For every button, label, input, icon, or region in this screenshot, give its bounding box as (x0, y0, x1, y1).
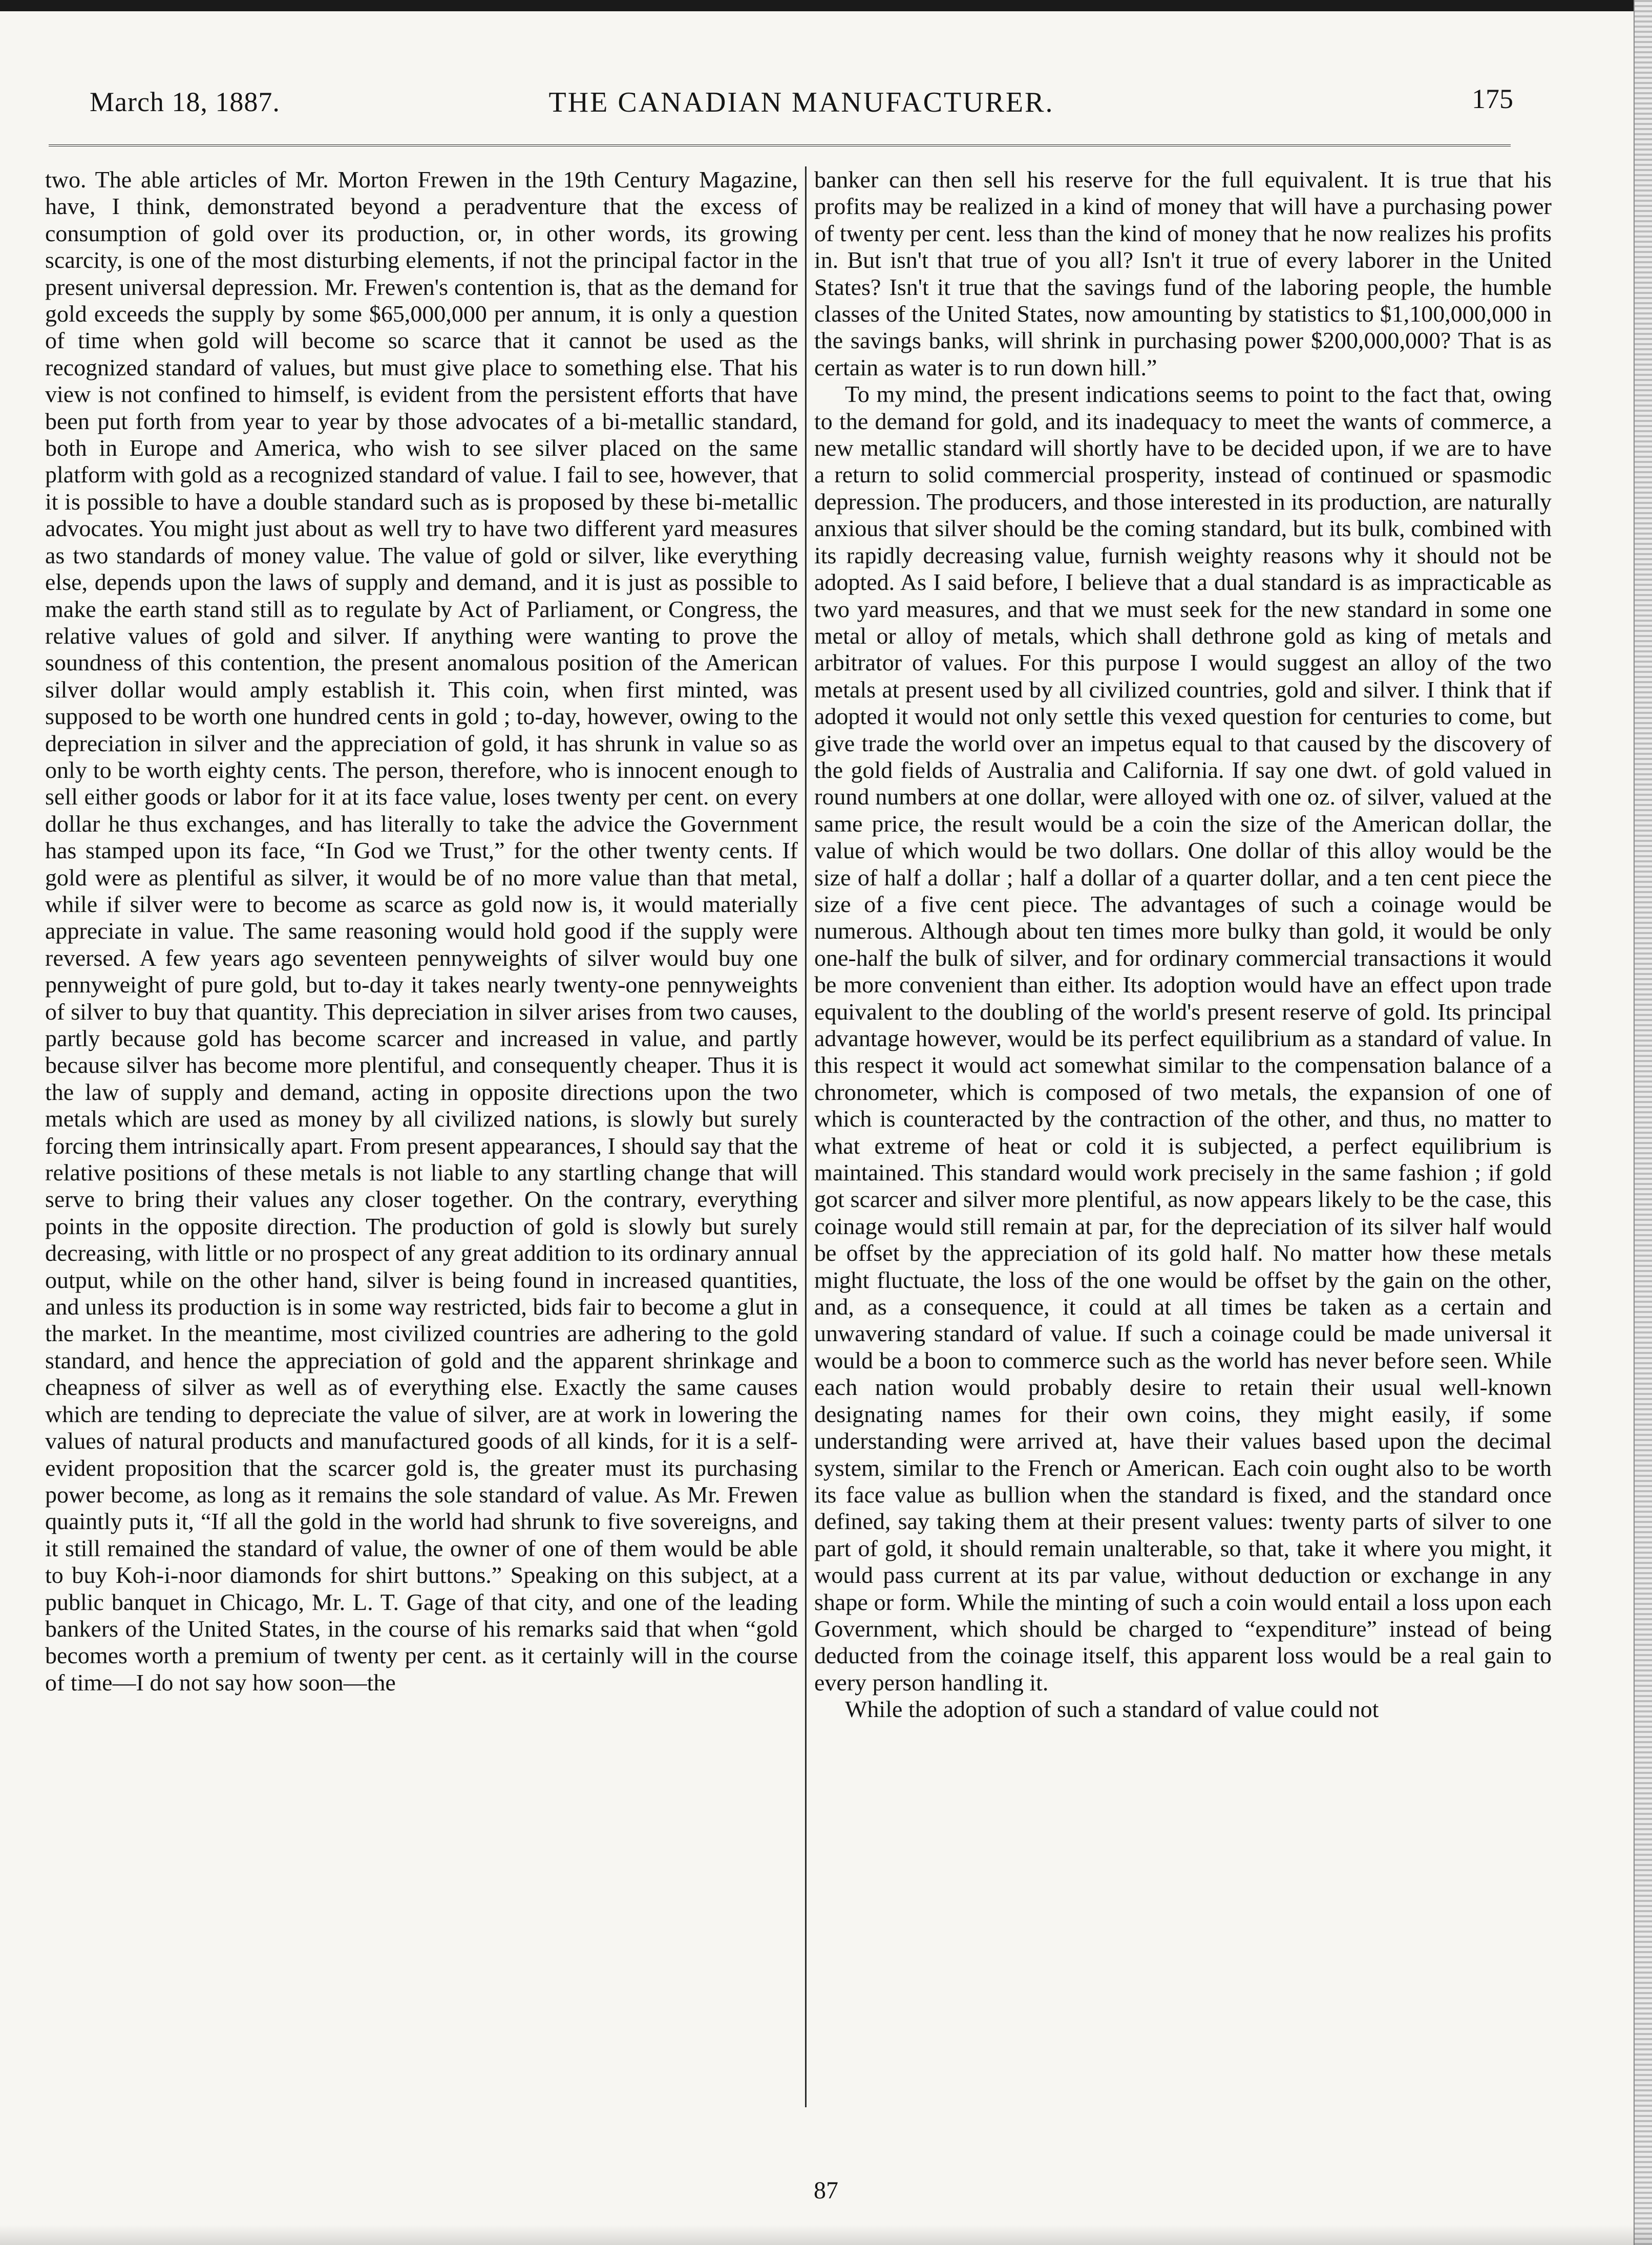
column-divider (805, 166, 807, 2107)
binding-edge (1634, 0, 1652, 2245)
right-paragraph-2: To my mind, the present indications seems to point to the fact that, owing to the demand for gold, and its inadequacy to meet the wants of commerce, a new metallic standard will shortly have to be decided upon, if we are to have a return to solid commercial prosperity, instead of continued or spasmodic depression. The producers, and those interested in its production, are naturally anxious that silver should be the coming standard, but its bulk, combined with its rapidly decreasing value, furnish weighty reasons why it should not be adopted. As I said before, I believe that a dual standard is as impracticable as two yard measures, and that we must seek for the new standard in some one metal or alloy of metals, which shall dethrone gold as king of metals and arbitrator of values. For this purpose I would suggest an alloy of the two metals at present used by all civilized countries, gold and silver. I think that if adopted it would not only settle this vexed question for centuries to come, but give trade the world over an impetus equal to that caused by the discovery of the gold fields of Australia and California. If say one dwt. of gold valued in round numbers at one dollar, were alloyed with one oz. of silver, valued at the same price, the result would be a coin the size of the American dollar, the value of which would be two dollars. One dollar of this alloy would be the size of half a dollar ; half a dollar of a quarter dollar, and a ten cent piece the size of a five cent piece. The advantages of such a coinage would be numerous. Although about ten times more bulky than gold, it would be only one-half the bulk of silver, and for ordinary commercial transactions it would be more convenient than either. Its adoption would have an effect upon trade equivalent to the doubling of the world's present reserve of gold. Its principal advantage however, would be its perfect equilibrium as a standard of value. In this respect it would act somewhat similar to the compensation balance of a chronometer, which is composed of two metals, the expansion of one of which is counteracted by the contraction of the other, and thus, no matter to what extreme of heat or cold it is subjected, a perfect equilibrium is maintained. This standard would work precisely in the same fashion ; if gold got scarcer and silver more plentiful, as now appears likely to be the case, this coinage would still remain at par, for the depreciation of its silver half would be offset by the appreciation of its gold half. No matter how these metals might fluctuate, the loss of the one would be offset by the gain on the other, and, as a consequence, it could at all times be taken as a certain and unwavering standard of value. If such a coinage could be made universal it would be a boon to commerce such as the world has never before seen. While each nation would probably desire to retain their usual well-known designating names for their own coins, they might easily, if some understanding were arrived at, have their values based upon the decimal system, similar to the French or American. Each coin ought also to be worth its face value as bullion when the standard is fixed, and the standard once defined, say taking them at their present values: twenty parts of silver to one part of gold, it should remain unalterable, so that, take it where you might, it would pass current at its par value, without deduction or exchange in any shape or form. While the minting of such a coin would entail a loss upon each Government, which should be charged to “expenditure” instead of being deducted from the coinage itself, this apparent loss would be a real gain to every person handling it. (814, 381, 1552, 1696)
right-paragraph-3: While the adoption of such a standard of value could not (845, 1696, 1379, 1723)
page-bottom-shadow (0, 2225, 1652, 2245)
folio-number: 87 (814, 2177, 838, 2204)
header-rule (49, 144, 1511, 146)
running-head (90, 77, 1513, 133)
right-column (814, 166, 1552, 2112)
page-number: 175 (1472, 83, 1513, 114)
issue-date: March 18, 1887. (90, 87, 280, 117)
publication-title: THE CANADIAN MANUFACTURER. (548, 87, 1054, 118)
left-paragraph-1: two. The able articles of Mr. Morton Frewen in the 19th Century Magazine, have, I think, demonstrated beyond a peradventure that the excess of consumption of gold over its production, or, in other words, its growing scarcity, is one of the most disturbing elements, if not the principal factor in the present universal depression. Mr. Frewen's contention is, that as the demand for gold exceeds the supply by some $65,000,000 per annum, it is only a question of time when gold will become so scarce that it cannot be used as the recognized standard of values, but must give place to something else. That his view is not confined to himself, is evident from the persistent efforts that have been put forth from year to year by those advocates of a bi-metallic standard, both in Europe and America, who wish to see silver placed on the same platform with gold as a recognized standard of value. I fail to see, however, that it is possible to have a double standard such as is proposed by these bi-metallic advocates. You might just about as well try to have two different yard measures as two standards of money value. The value of gold or silver, like everything else, depends upon the laws of supply and demand, and it is just as possible to make the earth stand still as to regulate by Act of Parliament, or Congress, the relative values of gold and silver. If anything were wanting to prove the soundness of this contention, the present anomalous position of the American silver dollar would amply establish it. This coin, when first minted, was supposed to be worth one hundred cents in gold ; to-day, however, owing to the depreciation in silver and the appreciation of gold, it has shrunk in value so as only to be worth eighty cents. The person, therefore, who is innocent enough to sell either goods or labor for it at its face value, loses twenty per cent. on every dollar he thus exchanges, and has literally to take the advice the Government has stamped upon its face, “In God we Trust,” for the other twenty cents. If gold were as plentiful as silver, it would be of no more value than that metal, while if silver were to become as scarce as gold now is, it would materially appreciate in value. The same reasoning would hold good if the supply were reversed. A few years ago seventeen pennyweights of silver would buy one pennyweight of pure gold, but to-day it takes nearly twenty-one pennyweights of silver to buy that quantity. This depreciation in silver arises from two causes, partly because gold has become scarcer and increased in value, and partly because silver has become more plentiful, and consequently cheaper. Thus it is the law of supply and demand, acting in opposite directions upon the two metals which are used as money by all civilized nations, is slowly but surely forcing them intrinsically apart. From present appearances, I should say that the relative positions of these metals is not liable to any startling change that will serve to bring their values any closer together. On the contrary, everything points in the opposite direction. The production of gold is slowly but surely decreasing, with little or no prospect of any great addition to its ordinary annual output, while on the other hand, silver is being found in increased quantities, and unless its production is in some way restricted, bids fair to become a glut in the market. In the meantime, most civilized countries are adhering to the gold standard, and hence the appreciation of gold and the apparent shrinkage and cheapness of silver as well as of everything else. Exactly the same causes which are tending to depreciate the value of silver, are at work in lowering the values of natural products and manufactured goods of all kinds, for it is a self-evident proposition that the scarcer gold is, the greater must its purchasing power become, as long as it remains the sole standard of value. As Mr. Frewen quaintly puts it, “If all the gold in the world had shrunk to five sovereigns, and it still remained the standard of value, the owner of one of them would be able to buy Koh-i-noor diamonds for shirt buttons.” Speaking on this subject, at a public banquet in Chicago, Mr. L. T. Gage of that city, and one of the leading bankers of the United States, in the course of his remarks said that when “gold becomes worth a premium of twenty per cent. as it certainly will in the course of time—I do not say how soon—the (45, 166, 798, 1696)
top-border-rule (0, 0, 1652, 11)
left-column (45, 166, 798, 2112)
right-paragraph-1: banker can then sell his reserve for the full equivalent. It is true that his profits may be realized in a kind of money that will have a purchasing power of twenty per cent. less than the kind of money that he now realizes his profits in. But isn't that true of you all? Isn't it true of every laborer in the United States? Isn't it true that the savings fund of the laboring people, the humble classes of the United States, now amounting by statistics to $1,100,000,000 in the savings banks, will shrink in purchasing power $200,000,000? That is as certain as water is to run down hill.” (814, 166, 1552, 380)
